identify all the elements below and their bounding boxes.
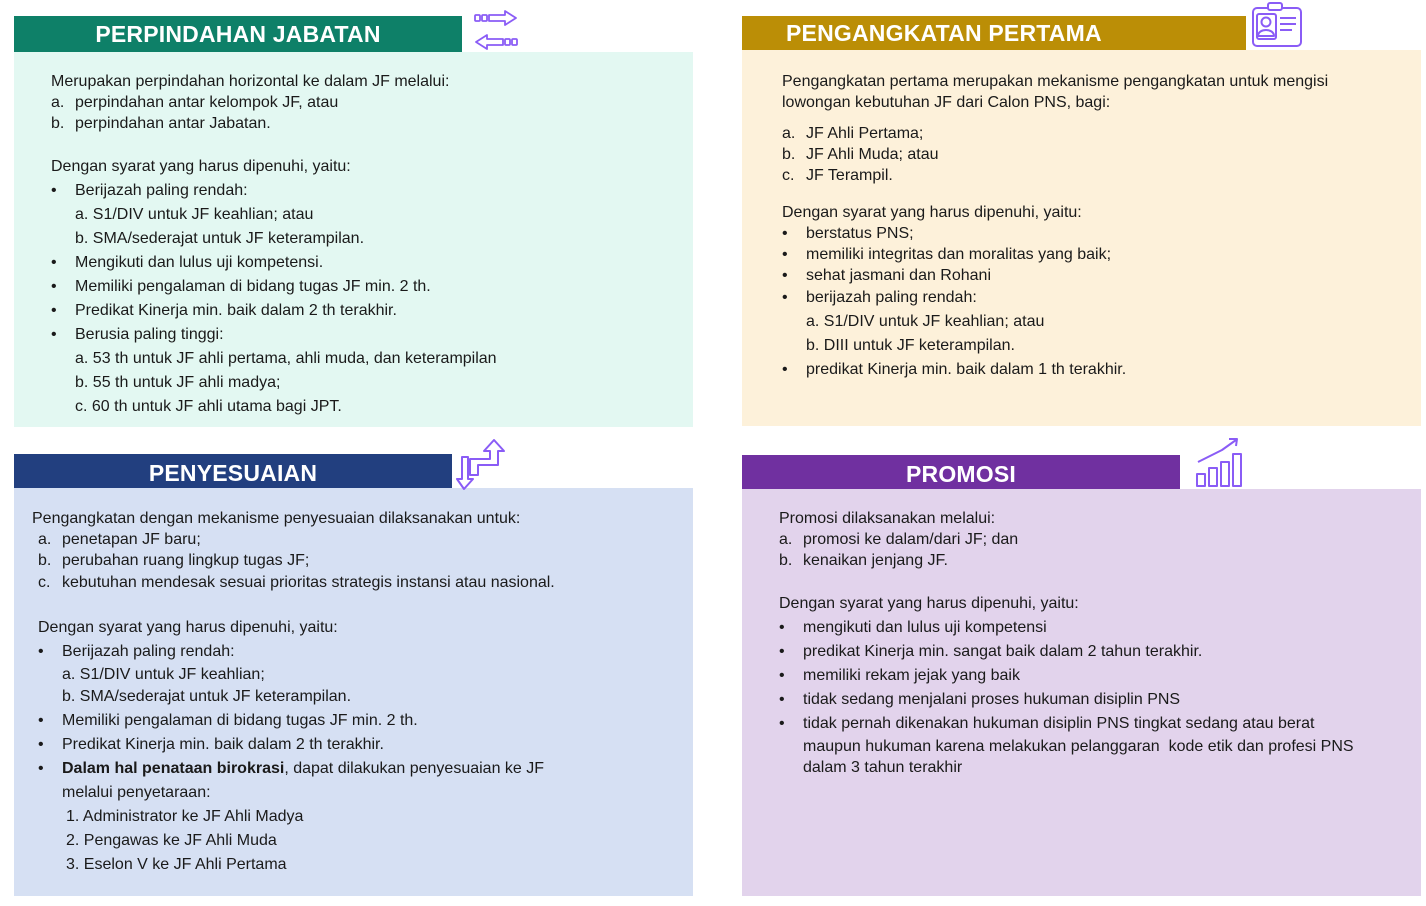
promosi-req-1: •mengikuti dan lulus uji kompetensi xyxy=(779,616,1354,640)
penyesuaian-option-a: a. penetapan JF baru; xyxy=(38,531,201,548)
penyesuaian-req-heading: Dengan syarat yang harus dipenuhi, yaitu: xyxy=(38,619,338,636)
promosi-content xyxy=(779,508,1354,778)
penyesuaian-req-4-sub-1: 1. Administrator ke JF Ahli Madya xyxy=(66,808,304,825)
perpindahan-req-heading: Dengan syarat yang harus dipenuhi, yaitu: xyxy=(51,158,351,175)
promosi-option-b: b. kenaikan jenjang JF. xyxy=(779,552,948,569)
promosi-title: PROMOSI xyxy=(742,455,1180,489)
penyesuaian-option-c: c. kebutuhan mendesak sesuai prioritas strategis instansi atau nasional. xyxy=(38,574,555,591)
pengangkatan-option-c: c. JF Terampil. xyxy=(782,167,893,184)
pengangkatan-option-a: a. JF Ahli Pertama; xyxy=(782,125,924,142)
penyesuaian-intro: Pengangkatan dengan mekanisme penyesuaian dilaksanakan untuk: xyxy=(32,510,521,527)
pengangkatan-req-4-sub-a: a. S1/DIV untuk JF keahlian; atau xyxy=(806,313,1045,330)
pengangkatan-title: PENGANGKATAN PERTAMA xyxy=(742,16,1246,50)
id-card-icon xyxy=(1250,2,1304,55)
promosi-req-5-line-1: •tidak pernah dikenakan hukuman disiplin PNS tingkat sedang atau berat xyxy=(779,712,1354,736)
up-down-arrows-icon xyxy=(456,437,508,496)
pengangkatan-req-4-sub-b: b. DIII untuk JF keterampilan. xyxy=(806,337,1015,354)
promosi-req-2: •predikat Kinerja min. sangat baik dalam 2 tahun terakhir. xyxy=(779,640,1354,664)
pengangkatan-req-5: •predikat Kinerja min. baik dalam 1 th terakhir. xyxy=(782,358,1328,382)
left-right-arrows-icon xyxy=(472,8,520,59)
penyesuaian-req-3: •Predikat Kinerja min. baik dalam 2 th terakhir. xyxy=(32,733,555,757)
penyesuaian-req-1: •Berijazah paling rendah: xyxy=(32,640,555,664)
perpindahan-req-1: •Berijazah paling rendah: xyxy=(51,179,497,203)
penyesuaian-req-2: •Memiliki pengalaman di bidang tugas JF min. 2 th. xyxy=(32,709,555,733)
perpindahan-req-2: •Mengikuti dan lulus uji kompetensi. xyxy=(51,251,497,275)
promosi-req-5-line-3: dalam 3 tahun terakhir xyxy=(803,759,963,776)
pengangkatan-intro-1: Pengangkatan pertama merupakan mekanisme pengangkatan untuk mengisi xyxy=(782,73,1329,90)
perpindahan-option-a: a. perpindahan antar kelompok JF, atau xyxy=(51,94,339,111)
perpindahan-req-5-sub-a: a. 53 th untuk JF ahli pertama, ahli muda, dan keterampilan xyxy=(75,350,497,367)
perpindahan-content xyxy=(51,71,497,419)
penyesuaian-req-4-sub-3: 3. Eselon V ke JF Ahli Pertama xyxy=(66,856,287,873)
growth-chart-icon xyxy=(1192,436,1250,495)
penyesuaian-req-4-cont: melalui penyetaraan: xyxy=(62,784,211,801)
penyesuaian-title: PENYESUAIAN xyxy=(14,454,452,488)
perpindahan-req-4: •Predikat Kinerja min. baik dalam 2 th terakhir. xyxy=(51,299,497,323)
pengangkatan-req-1: •berstatus PNS; xyxy=(782,223,1328,244)
perpindahan-req-1-sub-b: b. SMA/sederajat untuk JF keterampilan. xyxy=(75,230,365,247)
perpindahan-req-1-sub-a: a. S1/DIV untuk JF keahlian; atau xyxy=(75,206,314,223)
penyesuaian-req-4-sub-2: 2. Pengawas ke JF Ahli Muda xyxy=(66,832,277,849)
perpindahan-intro: Merupakan perpindahan horizontal ke dalam JF melalui: xyxy=(51,73,450,90)
perpindahan-req-5-sub-c: c. 60 th untuk JF ahli utama bagi JPT. xyxy=(75,398,342,415)
pengangkatan-req-3: •sehat jasmani dan Rohani xyxy=(782,265,1328,286)
pengangkatan-option-b: b. JF Ahli Muda; atau xyxy=(782,146,939,163)
promosi-req-heading: Dengan syarat yang harus dipenuhi, yaitu: xyxy=(779,595,1079,612)
perpindahan-option-b: b. perpindahan antar Jabatan. xyxy=(51,115,271,132)
pengangkatan-intro-2: lowongan kebutuhan JF dari Calon PNS, bagi: xyxy=(782,94,1111,111)
pengangkatan-req-4: •berijazah paling rendah: xyxy=(782,286,1328,310)
promosi-req-5-line-2: maupun hukuman karena melakukan pelanggaran kode etik dan profesi PNS xyxy=(803,738,1354,755)
penyesuaian-req-1-sub-b: b. SMA/sederajat untuk JF keterampilan. xyxy=(62,688,352,705)
penyesuaian-req-1-sub-a: a. S1/DIV untuk JF keahlian; xyxy=(62,666,265,683)
perpindahan-title: PERPINDAHAN JABATAN xyxy=(14,16,462,52)
perpindahan-req-3: •Memiliki pengalaman di bidang tugas JF min. 2 th. xyxy=(51,275,497,299)
promosi-option-a: a. promosi ke dalam/dari JF; dan xyxy=(779,531,1019,548)
perpindahan-req-5: •Berusia paling tinggi: xyxy=(51,323,497,347)
penyesuaian-option-b: b. perubahan ruang lingkup tugas JF; xyxy=(38,552,310,569)
promosi-req-3: •memiliki rekam jejak yang baik xyxy=(779,664,1354,688)
penyesuaian-content xyxy=(32,508,555,877)
perpindahan-req-5-sub-b: b. 55 th untuk JF ahli madya; xyxy=(75,374,281,391)
promosi-intro: Promosi dilaksanakan melalui: xyxy=(779,510,996,527)
penyesuaian-req-4: •Dalam hal penataan birokrasi, dapat dilakukan penyesuaian ke JF xyxy=(32,757,555,781)
pengangkatan-req-heading: Dengan syarat yang harus dipenuhi, yaitu: xyxy=(782,204,1082,221)
pengangkatan-content xyxy=(782,71,1328,382)
promosi-req-4: •tidak sedang menjalani proses hukuman disiplin PNS xyxy=(779,688,1354,712)
pengangkatan-req-2: •memiliki integritas dan moralitas yang baik; xyxy=(782,244,1328,265)
